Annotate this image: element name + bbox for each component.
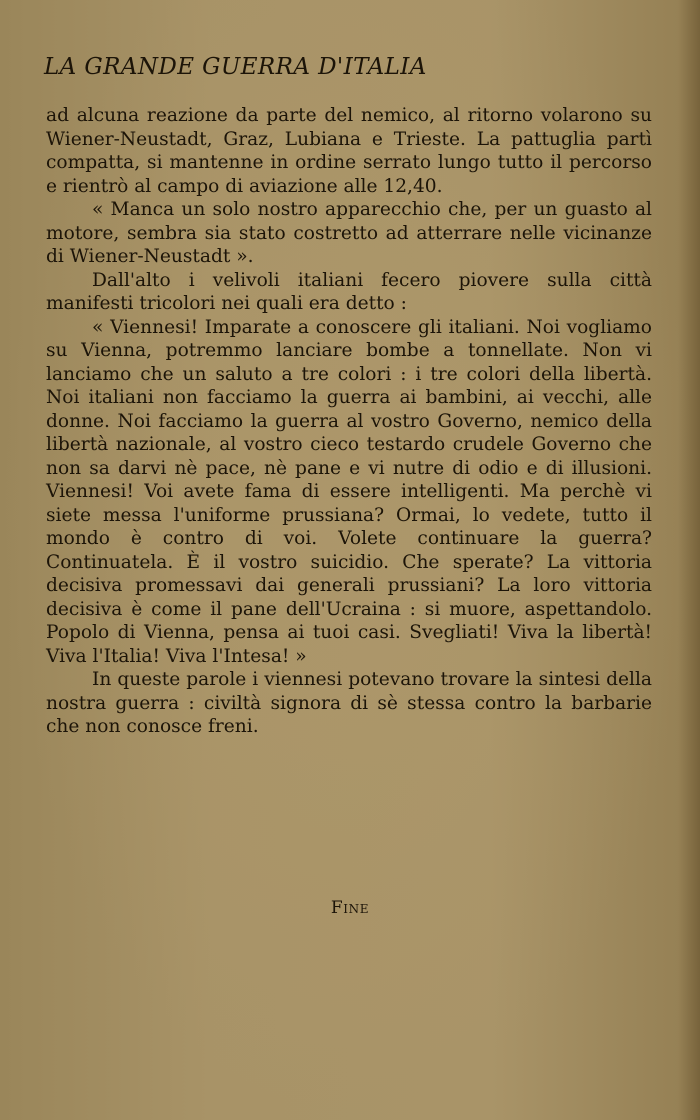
paragraph-quote-missing-plane: « Manca un solo nostro apparecchio che, per un guasto al motore, sembra sia stato costretto ad atterrare nelle vicinanze di Wiener-Neustadt ». [46, 199, 652, 267]
paragraph-closing: In queste parole i viennesi potevano trovare la sintesi della nostra guerra : civiltà signora di sè stessa contro la barbarie che non conosce freni. [46, 669, 652, 737]
paragraph-continuation: ad alcuna reazione da parte del nemico, al ritorno volarono su Wiener-Neustadt, Graz, Lubiana e Trieste. La pattuglia partì compatta, si mantenne in ordine serrato lungo tutto il percorso e rientrò al campo di aviazione alle 12,40. [46, 105, 652, 197]
body-text [46, 104, 652, 739]
end-mark: Fine [330, 898, 370, 918]
paragraph-leaflets: Dall'alto i velivoli italiani fecero piovere sulla città manifesti tricolori nei quali era detto : [46, 269, 652, 314]
page-edge-shadow [678, 0, 700, 1120]
running-head: LA GRANDE GUERRA D'ITALIA [44, 54, 427, 80]
paragraph-leaflet-text: « Viennesi! Imparate a conoscere gli italiani. Noi vogliamo su Vienna, potremmo lanciare bombe a tonnellate. Non vi lanciamo che un saluto a tre colori : i tre colori della libertà. Noi italiani non facciamo la guerra ai bambini, ai vecchi, alle donne. Noi facciamo la guerra al vostro Governo, nemico della libertà nazionale, al vostro cieco testardo crudele Governo che non sa darvi nè pace, nè pane e vi nutre di odio e di illusioni. Viennesi! Voi avete fama di essere intelligenti. Ma perchè vi siete messa l'uniforme prussiana? Ormai, lo vedete, tutto il mondo è contro di voi. Volete continuare la guerra? Continuatela. È il vostro suicidio. Che sperate? La vittoria decisiva promessavi dai generali prussiani? La loro vittoria decisiva è come il pane dell'Ucraina : si muore, aspettandolo. Popolo di Vienna, pensa ai tuoi casi. Svegliati! Viva la libertà! Viva l'Italia! Viva l'Intesa! » [46, 316, 652, 667]
